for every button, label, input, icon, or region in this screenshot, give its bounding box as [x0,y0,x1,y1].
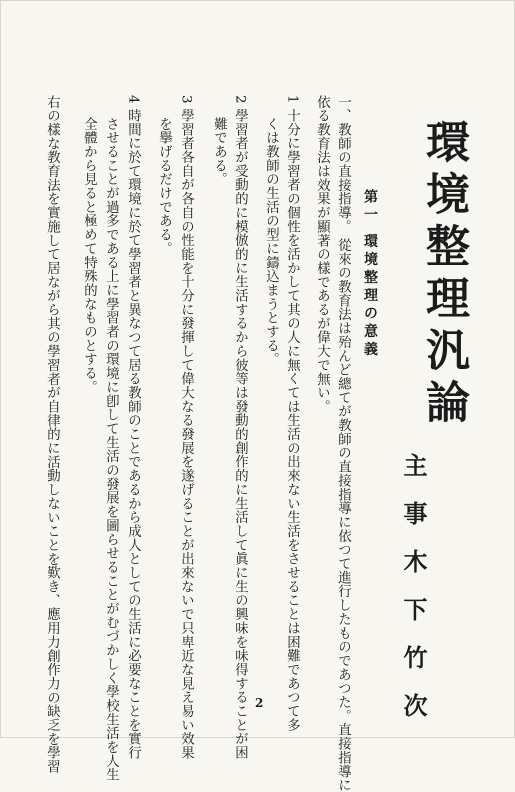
body-line-10: させることが過多である上に學習者の環境に卽して生活の發展を圖らせることがむづかしく學校生活を人生 [103,117,119,782]
page-number: 2 [255,696,264,710]
body-line-9: 4 時間に於て環境に於て學習者と異なつて居る教師のことであるから成人としての生活に必要なことを實行 [125,95,141,760]
body-line-12: 右の樣な教育法を實施して居ながら其の學習者が自律的に活動しないことを歎き、應用力創作力の缺乏を學習 [44,95,60,774]
author-name: 主事木下竹次 [399,453,428,741]
body-line-7: 3 學習者各自が各自の性能を十分に發揮して偉大なる發展を遂げることが出來ないで只卑近な見え易い效果 [178,95,194,760]
body-line-2: 依る教育法は效果が顯著の樣であるが偉大で無い。 [314,95,330,414]
body-line-3: 1 十分に學習者の個性を活かして其の人に無くては生活の出來ない生活をさせることは困難であつて多 [284,95,300,732]
body-line-4: くは教師の生活の型に鑄込まうとする。 [263,117,279,367]
section-heading: 第一 環境整理の意義 [362,189,378,360]
body-line-5: 2 學習者が受動的に模倣的に生活するから彼等は發動的創作的に生活して眞に生の興味を味得することが困 [232,95,248,760]
body-line-8: を擧げるだけである。 [156,117,172,256]
body-line-1: 一、教師の直接指導。 從來の教育法は殆んど總てが教師の直接指導に依つて進行したものであつた。直接指導に [335,95,351,792]
body-line-6: 難である。 [211,117,227,187]
body-line-11: 全體から見ると極めて特殊的なものとする。 [81,117,97,394]
article-title: 環境整理汎論 [418,119,469,431]
